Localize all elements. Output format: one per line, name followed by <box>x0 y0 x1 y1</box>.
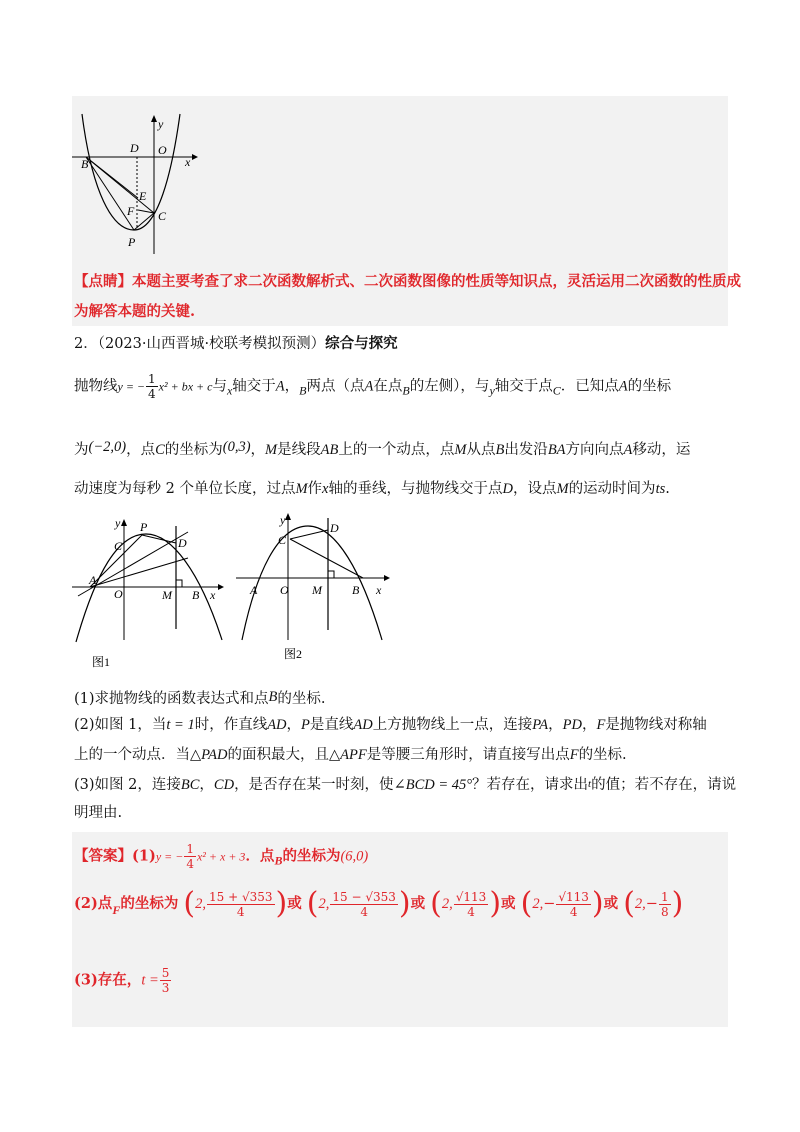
text-segment: 与 <box>212 378 227 395</box>
equation-rhs: x² + bx + c <box>158 379 213 394</box>
fig2-label-C: C <box>278 533 287 547</box>
answer-line3 <box>74 966 172 995</box>
var-C: C <box>155 442 165 458</box>
answer-label: (2)点 <box>74 895 113 912</box>
var-M: M <box>265 442 278 458</box>
problem-source: （2023·山西晋城·校联考模拟预测） <box>97 336 326 352</box>
fig0-label-O: O <box>158 143 167 157</box>
problem-title: 综合与探究 <box>325 335 398 352</box>
text-segment: ， <box>284 378 300 395</box>
text-segment: 从点 <box>466 442 496 458</box>
text-segment: (1)求抛物线的函数表达式和点 <box>74 691 269 707</box>
angle-BCD: ∠BCD = 45° <box>393 777 473 793</box>
var-F: F <box>569 747 579 763</box>
fig2-caption: 图2 <box>284 647 303 661</box>
fig2-label-M: M <box>312 583 322 597</box>
text-segment: 是直线 <box>309 717 354 733</box>
problem-number: 2． <box>74 336 98 352</box>
text-segment: 上的一个动点．当 <box>74 747 190 763</box>
text-segment: 轴的垂线，与抛物线交于点 <box>328 481 503 497</box>
var-M: M <box>556 481 569 497</box>
text-segment: 的坐标为 <box>282 847 341 865</box>
text-segment: 为 <box>74 442 89 458</box>
fig2-label-y: y <box>280 513 286 527</box>
text-segment: 上方抛物线上一点，连接 <box>372 717 533 733</box>
comment-line2: 为解答本题的关键. <box>74 303 196 320</box>
or-text: 或 <box>603 895 619 912</box>
text-segment: ， <box>199 777 214 793</box>
var-C: C <box>552 383 561 398</box>
equation-lhs: y = − <box>155 849 184 864</box>
var-ts: ts <box>655 481 666 497</box>
comment-line1 <box>74 271 741 293</box>
fig0-label-F: F <box>127 204 135 218</box>
text-segment: 抛物线 <box>74 378 118 395</box>
comment-tag: 【点睛】 <box>74 273 132 290</box>
figure-top-parabola <box>72 112 198 258</box>
problem-line3 <box>74 478 670 500</box>
coord-option-5: ( 2, − $\frac{1}{8}$ ) <box>623 886 684 921</box>
var-x: x <box>322 481 329 497</box>
text-segment: 的面积最大，且 <box>227 747 329 763</box>
text-segment: ， <box>286 717 302 733</box>
fig1-label-D: D <box>178 536 187 550</box>
text-segment: 的坐标. <box>578 747 627 763</box>
coord-option-4: ( 2, − $\frac{√113}{4}$ ) <box>520 886 604 921</box>
coord-B: (6,0) <box>340 848 369 865</box>
problem-heading <box>74 333 398 355</box>
var-M: M <box>454 442 467 458</box>
var-A: A <box>618 378 628 395</box>
text-segment: 的坐标为 <box>164 442 223 458</box>
fig1-label-M: M <box>162 588 172 602</box>
text-segment: 的坐标为 <box>120 895 179 912</box>
fig1-label-y: y <box>115 516 121 530</box>
answer-label: (3)存在， <box>74 971 142 989</box>
text-segment: (3)如图 2，连接 <box>74 777 181 793</box>
or-text: 或 <box>501 895 516 912</box>
problem-line2 <box>74 436 690 461</box>
question-1 <box>74 686 326 710</box>
fig2-label-D: D <box>330 521 339 535</box>
text-segment: ， <box>548 717 563 733</box>
fig0-label-D: D <box>130 141 139 155</box>
equation-lhs: y = − <box>117 379 146 394</box>
question-3-line1 <box>74 773 736 796</box>
segment-PD: PD <box>562 717 582 733</box>
text-segment: 上的一个动点，点 <box>338 442 455 458</box>
text-segment: 的左侧），与 <box>409 378 490 395</box>
text-segment: 轴交于点 <box>494 378 553 395</box>
var-M: M <box>295 481 308 497</box>
fig0-label-P: P <box>128 235 136 249</box>
fig0-label-C: C <box>158 209 167 223</box>
line-AD: AD <box>353 717 373 733</box>
line-AD: AD <box>267 717 287 733</box>
answer-label: (1) <box>132 847 156 865</box>
text-segment: 时，作直线 <box>194 717 268 733</box>
answer-line1 <box>74 842 368 872</box>
equation-rhs: x² + x + 3 <box>196 849 246 864</box>
question-2-line2 <box>74 744 627 766</box>
or-text: 或 <box>287 895 302 912</box>
fig1-caption: 图1 <box>92 655 111 669</box>
segment-AB: AB <box>320 442 339 458</box>
text-segment: 的坐标 <box>627 378 672 395</box>
var-B: B <box>274 853 283 868</box>
fig2-label-A: A <box>250 583 258 597</box>
text-segment: . <box>665 481 670 497</box>
var-A: A <box>623 442 633 458</box>
text-segment: (2)如图 1，当 <box>74 717 167 733</box>
text-segment: ，点 <box>126 442 156 458</box>
text-segment: ？若存在，请求出 <box>472 777 589 793</box>
var-B: B <box>268 689 278 705</box>
fig0-label-x: x <box>185 155 191 169</box>
fig0-label-E: E <box>139 189 147 203</box>
text-segment: 是等腰三角形时，请直接写出点 <box>366 747 570 763</box>
var-B: B <box>299 383 307 398</box>
var-B: B <box>402 383 410 398</box>
fraction: $\frac{1}{4}$ <box>148 372 156 401</box>
fig1-label-A: A <box>89 573 97 587</box>
text-segment: 在点 <box>373 378 403 395</box>
text-segment: 的运动时间为 <box>568 481 656 497</box>
text-segment: 是抛物线对称轴 <box>605 717 707 733</box>
text-segment: 是线段 <box>277 442 321 458</box>
var-B: B <box>495 442 505 458</box>
problem-line1 <box>74 372 671 402</box>
fig2-label-B: B <box>352 583 360 597</box>
text-segment: 作 <box>307 481 323 497</box>
text-segment: 轴交于 <box>232 378 276 395</box>
answer-tag: 【答案】 <box>74 847 132 865</box>
triangle-PAD: △PAD <box>190 747 228 763</box>
text-segment: ， <box>250 442 266 458</box>
fig1-label-x: x <box>210 588 216 602</box>
var-A: A <box>364 378 374 395</box>
text-segment: 移动，运 <box>632 442 691 458</box>
var-t: t <box>588 778 592 790</box>
figure-2 <box>236 512 396 664</box>
or-text: 或 <box>410 895 426 912</box>
var-t-eq: t = <box>141 972 159 989</box>
text-segment: ， <box>581 717 597 733</box>
fraction: $\frac{5}{3}$ <box>161 966 170 995</box>
var-x: x <box>226 383 233 398</box>
segment-BA: BA <box>547 442 566 458</box>
var-D: D <box>502 481 513 497</box>
comment-text1: 本题主要考查了求二次函数解析式、二次函数图像的性质等知识点，灵活运用二次函数的性质成 <box>132 273 741 290</box>
segment-PA: PA <box>532 717 549 733</box>
coord-C: (0,3) <box>222 439 251 455</box>
fig1-label-B: B <box>192 588 200 602</box>
text-segment: ．点 <box>245 847 275 865</box>
text-segment: 出发沿 <box>504 442 548 458</box>
text-segment: ．已知点 <box>560 378 619 395</box>
var-F: F <box>112 903 121 917</box>
triangle-APF: △APF <box>328 747 367 763</box>
coord-option-3: ( 2, $\frac{√113}{4}$ ) <box>430 886 502 921</box>
question-3-line2: 明理由. <box>74 805 123 821</box>
var-A: A <box>275 378 285 395</box>
var-F: F <box>596 717 606 733</box>
var-P: P <box>301 717 310 733</box>
text-segment: ，设点 <box>512 481 557 497</box>
coord-option-2: ( 2, $\frac{15 - √353}{4}$ ) <box>306 886 411 921</box>
text-segment: 动速度为每秒 2 个单位长度，过点 <box>74 481 296 497</box>
var-t-eq: t = 1 <box>166 717 195 733</box>
coord-A: (−2,0) <box>88 439 127 455</box>
segment-CD: CD <box>213 777 235 793</box>
fraction: $\frac{1}{4}$ <box>186 842 194 871</box>
text-segment: 两点（点 <box>306 378 365 395</box>
answer-line2 <box>74 884 683 930</box>
fig2-label-O: O <box>280 583 289 597</box>
text-segment: 方向向点 <box>565 442 624 458</box>
var-y: y <box>489 383 495 398</box>
text-segment: 的值；若不存在，请说 <box>591 777 737 793</box>
fig2-label-x: x <box>376 583 382 597</box>
fig1-label-C: C <box>114 539 123 553</box>
fig1-label-P: P <box>140 520 148 534</box>
text-segment: 的坐标. <box>277 691 326 707</box>
figure-1 <box>72 512 232 674</box>
fig0-label-y: y <box>158 117 164 131</box>
coord-option-1: ( 2, $\frac{15 + √353}{4}$ ) <box>183 886 288 921</box>
fig1-label-O: O <box>114 587 123 601</box>
segment-BC: BC <box>180 777 200 793</box>
question-2-line1 <box>74 714 707 736</box>
fig0-label-B: B <box>81 157 89 171</box>
text-segment: ，是否存在某一时刻，使 <box>234 777 394 793</box>
